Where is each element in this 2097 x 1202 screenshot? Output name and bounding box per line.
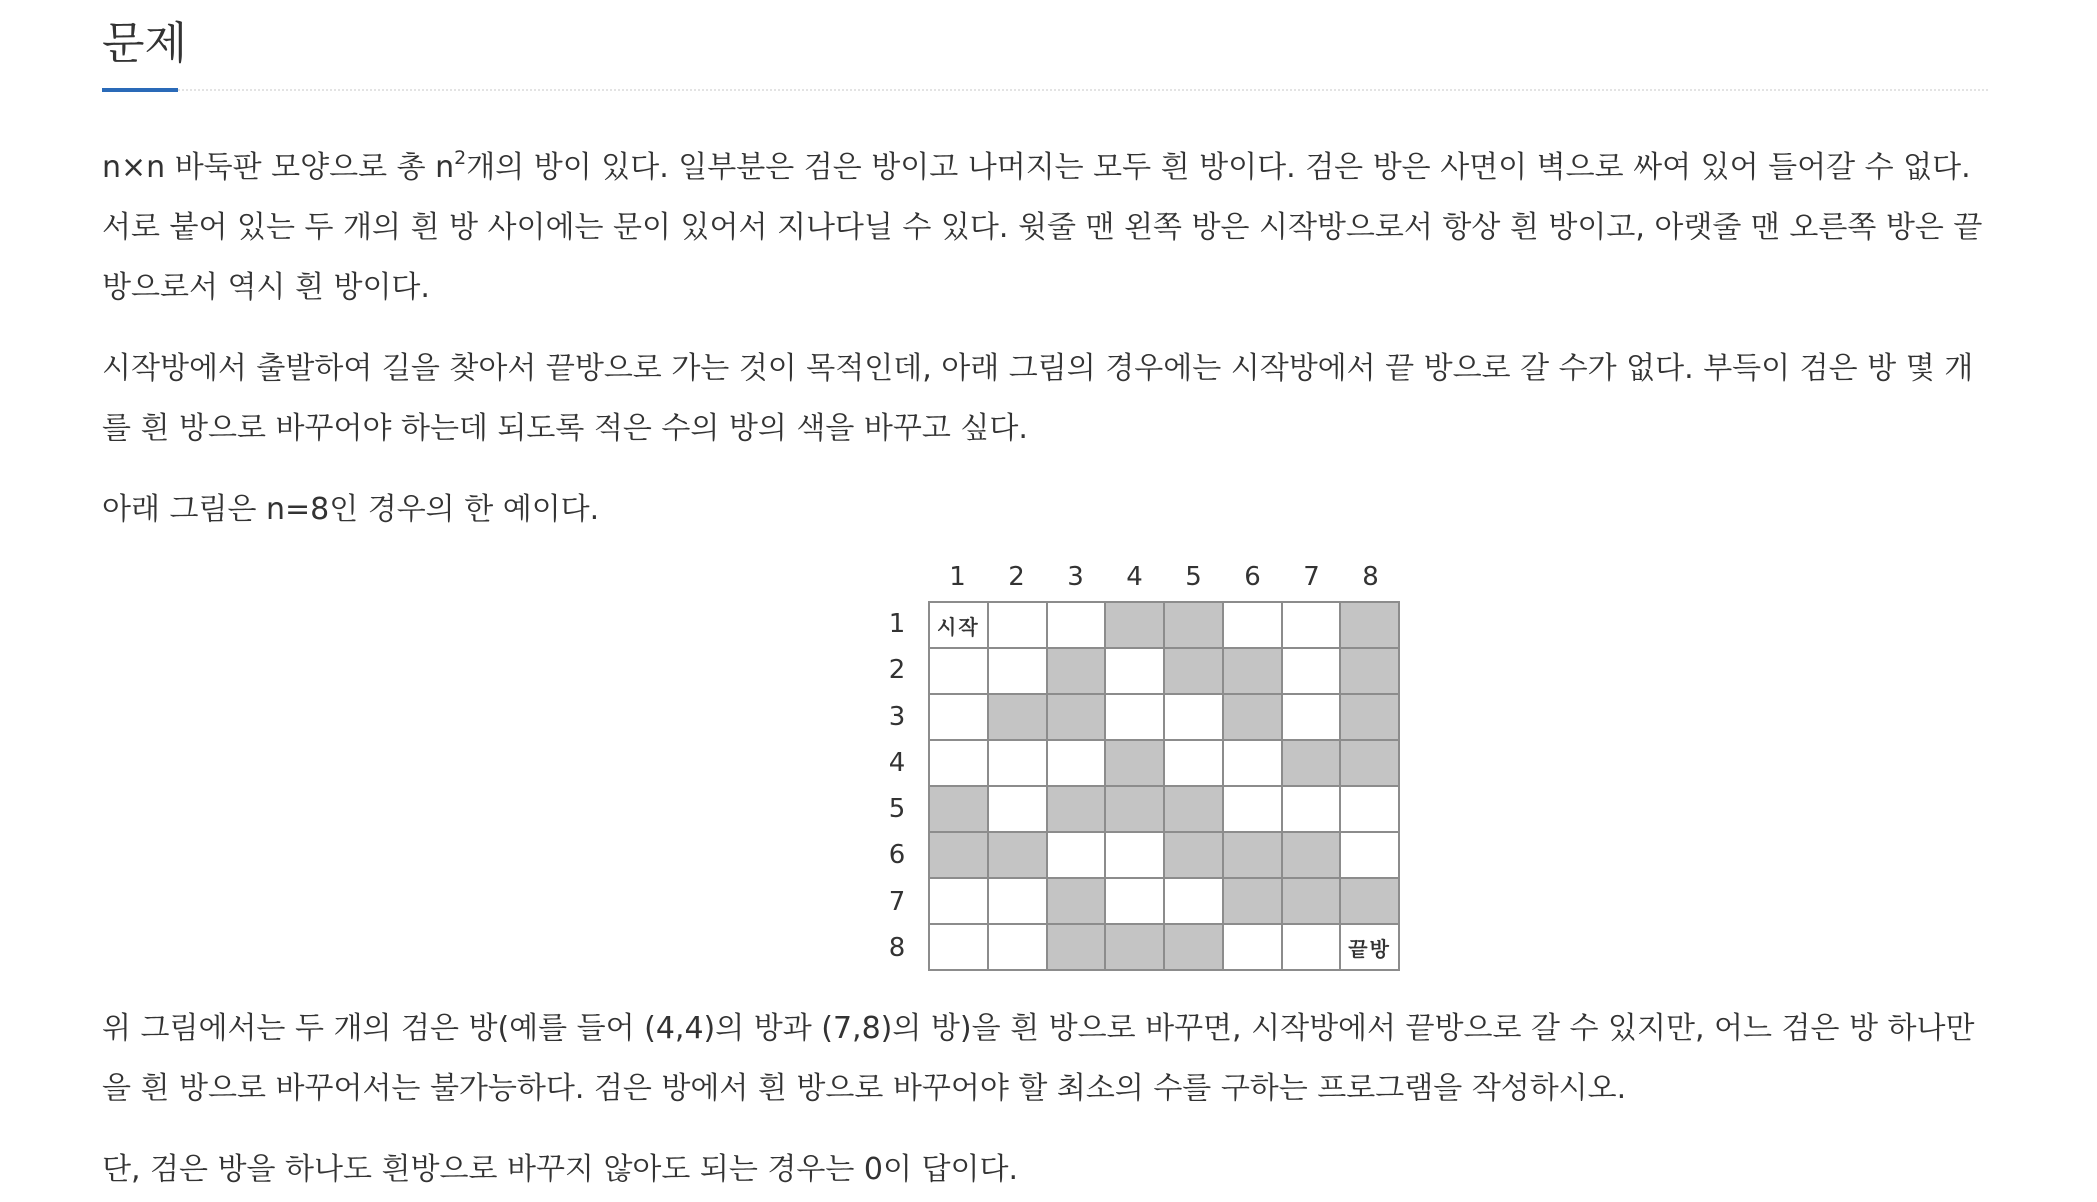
white-room-cell — [1224, 925, 1281, 969]
black-room-cell — [1048, 787, 1105, 831]
white-room-cell — [1048, 603, 1105, 647]
white-room-cell — [1224, 603, 1281, 647]
column-label: 5 — [1185, 562, 1202, 592]
row-label: 5 — [888, 794, 906, 825]
column-label: 6 — [1244, 562, 1261, 592]
p4-text: 위 그림에서는 두 개의 검은 방(예를 들어 (4,4)의 방과 (7,8)의 방)을 흰 방으로 바꾸면, 시작방에서 끝방으로 갈 수 있지만, 어느 검은 방 하나만을 흰 방으로 바꾸어서는 불가능하다. 검은 방에서 흰 방으로 바꾸어야 할 최소의 수를 구하는 프로그램을 작성하시오. — [102, 1011, 1975, 1106]
white-room-cell — [989, 787, 1046, 831]
black-room-cell — [930, 787, 987, 831]
white-room-cell — [1106, 879, 1163, 923]
column-label: 7 — [1303, 562, 1320, 592]
white-room-cell — [1283, 603, 1340, 647]
row-label: 1 — [888, 609, 906, 640]
white-room-cell — [989, 741, 1046, 785]
problem-paragraph-5 — [102, 1140, 1988, 1200]
p1-superscript: 2 — [454, 147, 467, 169]
black-room-cell — [989, 833, 1046, 877]
p3-text: 아래 그림은 n=8인 경우의 한 예이다. — [102, 492, 600, 527]
white-room-cell — [989, 603, 1046, 647]
black-room-cell — [1165, 925, 1222, 969]
white-room-cell — [989, 649, 1046, 693]
black-room-cell — [1048, 925, 1105, 969]
problem-paragraph-3 — [102, 480, 1988, 540]
black-room-cell — [1283, 833, 1340, 877]
black-room-cell — [1165, 787, 1222, 831]
column-label: 8 — [1362, 562, 1379, 592]
black-room-cell — [1224, 833, 1281, 877]
black-room-cell — [1283, 741, 1340, 785]
row-label: 4 — [888, 747, 906, 778]
white-room-cell — [1224, 741, 1281, 785]
p2-text: 시작방에서 출발하여 길을 찾아서 끝방으로 가는 것이 목적인데, 아래 그림의 경우에는 시작방에서 끝 방으로 갈 수가 없다. 부득이 검은 방 몇 개를 흰 방으로 바꾸어야 하는데 되도록 적은 수의 방의 색을 바꾸고 싶다. — [102, 351, 1974, 446]
white-room-cell — [930, 879, 987, 923]
white-room-cell — [989, 879, 1046, 923]
column-label: 2 — [1008, 562, 1025, 592]
white-room-cell — [1341, 833, 1398, 877]
column-label: 4 — [1126, 562, 1143, 592]
white-room-cell — [1048, 741, 1105, 785]
row-label: 8 — [888, 932, 906, 963]
problem-paragraph-4 — [102, 999, 1988, 1119]
problem-paragraph-2 — [102, 339, 1988, 459]
white-room-cell — [930, 925, 987, 969]
black-room-cell — [1341, 879, 1398, 923]
column-label: 1 — [949, 562, 966, 592]
white-room-cell — [1048, 833, 1105, 877]
start-room-cell: 시작 — [930, 603, 987, 647]
p5-text: 단, 검은 방을 하나도 흰방으로 바꾸지 않아도 되는 경우는 0이 답이다. — [102, 1152, 1018, 1187]
white-room-cell — [1283, 695, 1340, 739]
white-room-cell — [1283, 787, 1340, 831]
row-label: 2 — [888, 655, 906, 686]
white-room-cell — [1283, 649, 1340, 693]
row-label: 3 — [888, 701, 906, 732]
row-label: 6 — [888, 840, 906, 871]
white-room-cell — [1224, 787, 1281, 831]
p1-text-after: 개의 방이 있다. 일부분은 검은 방이고 나머지는 모두 흰 방이다. 검은 방은 사면이 벽으로 싸여 있어 들어갈 수 없다. 서로 붙어 있는 두 개의 흰 방 사이에는 문이 있어서 지나다닐 수 있다. 윗줄 맨 왼쪽 방은 시작방으로서 항상 흰 방이고, 아랫줄 맨 오른쪽 방은 끝방으로서 역시 흰 방이다. — [102, 150, 1983, 305]
title-underline — [102, 88, 178, 92]
black-room-cell — [1106, 787, 1163, 831]
black-room-cell — [1106, 741, 1163, 785]
black-room-cell — [1048, 649, 1105, 693]
problem-paragraph-1 — [102, 138, 1988, 318]
column-label: 3 — [1067, 562, 1084, 592]
white-room-cell — [1106, 695, 1163, 739]
row-label: 7 — [888, 886, 906, 917]
black-room-cell — [1165, 833, 1222, 877]
board-grid — [928, 601, 1400, 971]
black-room-cell — [1341, 603, 1398, 647]
black-room-cell — [1048, 695, 1105, 739]
black-room-cell — [1106, 603, 1163, 647]
end-room-cell: 끝방 — [1341, 925, 1398, 969]
white-room-cell — [1165, 879, 1222, 923]
white-room-cell — [1165, 695, 1222, 739]
white-room-cell — [930, 695, 987, 739]
black-room-cell — [989, 695, 1046, 739]
black-room-cell — [1048, 879, 1105, 923]
white-room-cell — [1283, 925, 1340, 969]
white-room-cell — [930, 741, 987, 785]
black-room-cell — [1224, 649, 1281, 693]
black-room-cell — [1341, 695, 1398, 739]
white-room-cell — [1106, 833, 1163, 877]
white-room-cell — [930, 649, 987, 693]
section-title: 문제 — [102, 18, 188, 69]
p1-text-before: n×n 바둑판 모양으로 총 n — [102, 150, 455, 185]
white-room-cell — [1165, 741, 1222, 785]
black-room-cell — [1341, 649, 1398, 693]
white-room-cell — [1106, 649, 1163, 693]
black-room-cell — [1165, 603, 1222, 647]
black-room-cell — [1341, 741, 1398, 785]
white-room-cell — [1341, 787, 1398, 831]
black-room-cell — [1165, 649, 1222, 693]
white-room-cell — [989, 925, 1046, 969]
black-room-cell — [930, 833, 987, 877]
black-room-cell — [1224, 879, 1281, 923]
board-figure — [862, 556, 1422, 976]
black-room-cell — [1283, 879, 1340, 923]
black-room-cell — [1106, 925, 1163, 969]
black-room-cell — [1224, 695, 1281, 739]
problem-section — [102, 0, 1988, 1187]
section-header — [102, 0, 1988, 91]
